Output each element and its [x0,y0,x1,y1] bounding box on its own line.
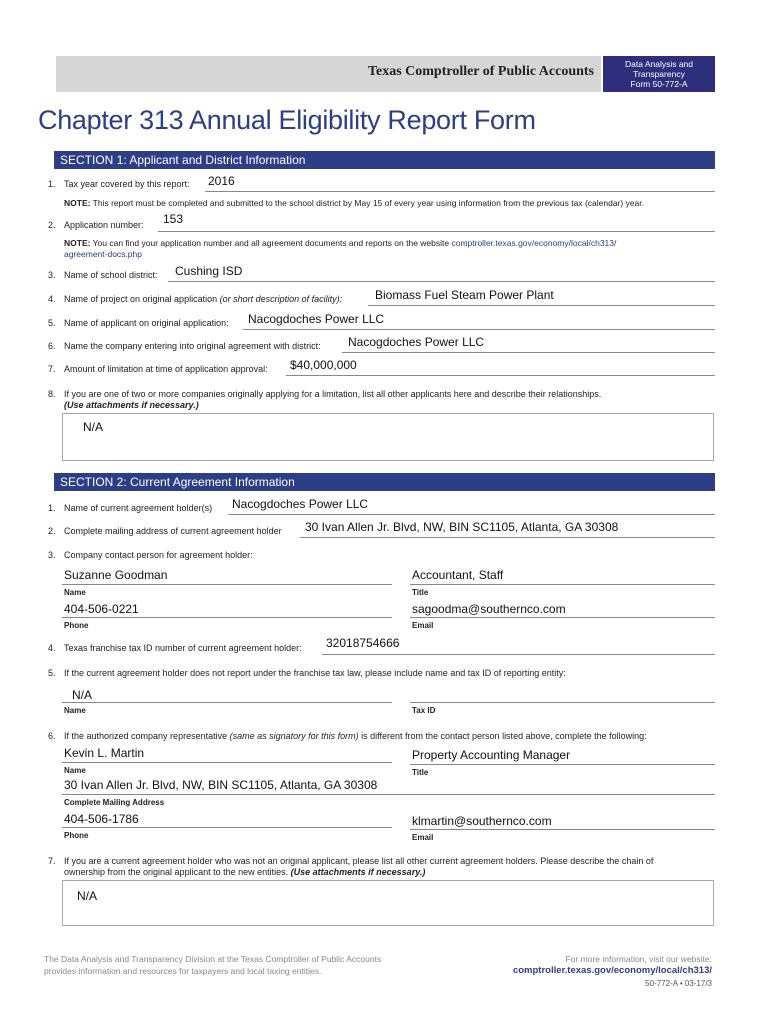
reporting-entity-taxid-label: Tax ID [412,706,436,715]
s2-q6-num: 6. [48,731,56,741]
rep-address-label: Complete Mailing Address [64,798,165,807]
ownership-chain-textarea[interactable] [62,880,714,926]
reporting-entity-name-line [62,702,392,703]
s1-q1-num: 1. [48,179,56,189]
s2-q7-label-cont: ownership from the original applicant to the new entities. (Use attachments if necessary.) [64,867,426,877]
rep-email-line [410,829,715,830]
reporting-entity-taxid-field[interactable] [410,702,715,703]
rep-address-line [62,794,715,795]
contact-phone-field[interactable]: 404-506-0221 [64,602,139,616]
agency-name: Texas Comptroller of Public Accounts [367,64,594,79]
agreement-docs-link[interactable]: comptroller.texas.gov/economy/local/ch313/ [451,238,617,248]
s1-note1: NOTE: This report must be completed and submitted to the school district by May 15 of every year using information from the previous tax (calendar) year. [64,198,645,208]
rep-title-field[interactable]: Property Accounting Manager [412,748,571,762]
contact-email-label: Email [412,621,434,630]
s2-q3-label: Company contact person for agreement holder: [64,550,253,560]
ownership-chain-value: N/A [77,889,98,903]
rep-email-field[interactable]: klmartin@southernco.com [412,814,552,828]
application-number-field[interactable]: 153 [163,212,184,226]
s2-q1-label: Name of current agreement holder(s) [64,503,213,513]
s1-q7-line [286,375,715,376]
s2-q2-label: Complete mailing address of current agreement holder [64,526,282,536]
s2-q7-label: If you are a current agreement holder who was not an original applicant, please list all other current agreement holders. Please describe the chain of [64,856,654,866]
s1-q7-label: Amount of limitation at time of application approval: [64,364,268,374]
s1-q5-num: 5. [48,318,56,328]
s1-q3-label: Name of school district: [64,270,158,280]
s1-q6-line [342,352,715,353]
rep-email-label: Email [412,833,434,842]
s1-q1-line [205,191,715,192]
mailing-address-field[interactable]: 30 Ivan Allen Jr. Blvd, NW, BIN SC1105, Atlanta, GA 30308 [305,520,619,534]
s1-q3-line [168,281,715,282]
limitation-amount-field[interactable]: $40,000,000 [290,358,357,372]
s1-note2: NOTE: You can find your application number and all agreement documents and reports on the website comptroller.texas.gov/economy/local/ch313/ [64,238,617,248]
s1-q8-label: If you are one of two or more companies originally applying for a limitation, list all other applicants here and describe their relationships. [64,389,602,399]
division-line-2: Transparency [633,69,685,79]
project-name-field[interactable]: Biomass Fuel Steam Power Plant [375,288,554,302]
original-agreement-company-field[interactable]: Nacogdoches Power LLC [348,335,485,349]
section2-heading: SECTION 2: Current Agreement Information [54,473,715,491]
s1-q2-num: 2. [48,220,56,230]
s1-q2-line [158,231,715,232]
s2-q3-num: 3. [48,550,56,560]
contact-name-label: Name [64,588,86,597]
rep-name-label: Name [64,766,86,775]
s2-q6-label: If the authorized company representative (same as signatory for this form) is different from the contact person listed above, complete the following: [64,731,647,741]
s1-q4-line [368,305,715,306]
s2-q1-num: 1. [48,503,56,513]
rep-title-label: Title [412,768,429,777]
contact-title-label: Title [412,588,429,597]
agreement-holder-field[interactable]: Nacogdoches Power LLC [232,497,369,511]
s2-q4-label: Texas franchise tax ID number of current agreement holder: [64,643,302,653]
rep-address-field[interactable]: 30 Ivan Allen Jr. Blvd, NW, BIN SC1105, Atlanta, GA 30308 [64,778,378,792]
footer-left-line1: The Data Analysis and Transparency Division at the Texas Comptroller of Public Accounts [44,954,382,964]
s1-q1-label: Tax year covered by this report: [64,179,190,189]
rep-name-field[interactable]: Kevin L. Martin [64,746,145,760]
s1-q8-note: (Use attachments if necessary.) [64,400,199,410]
contact-name-line [62,584,392,585]
contact-phone-label: Phone [64,621,89,630]
form-number: Form 50-772-A [630,79,688,89]
contact-email-line [410,617,715,618]
s1-q8-num: 8. [48,389,56,399]
form-id-box [603,56,715,92]
s2-q4-line [322,654,715,655]
s2-q4-num: 4. [48,643,56,653]
form-revision-code: 50-772-A • 03-17/3 [645,979,712,988]
s2-q5-label: If the current agreement holder does not report under the franchise tax law, please include name and tax ID of reporting entity: [64,668,566,678]
contact-title-field[interactable]: Accountant, Staff [412,568,504,582]
agreement-docs-link-cont[interactable]: agreement-docs.php [64,249,142,259]
s1-q3-num: 3. [48,270,56,280]
footer-left-line2: provides information and resources for taxpayers and local taxing entities. [44,966,322,976]
s1-q7-num: 7. [48,364,56,374]
section1-heading: SECTION 1: Applicant and District Information [54,151,715,169]
franchise-tax-id-field[interactable]: 32018754666 [326,636,400,650]
s1-q5-label: Name of applicant on original application: [64,318,229,328]
contact-phone-line [62,617,392,618]
page-title: Chapter 313 Annual Eligibility Report Form [38,105,536,135]
s1-q4-num: 4. [48,294,56,304]
s1-q4-label: Name of project on original application (or short description of facility): [64,294,343,304]
division-line-1: Data Analysis and [624,59,694,69]
other-applicants-textarea[interactable] [62,413,714,461]
s1-q5-line [243,329,715,330]
contact-email-field[interactable]: sagoodma@southernco.com [412,602,566,616]
reporting-entity-name-label: Name [64,706,86,715]
footer-right-line1: For more information, visit our website: [565,954,712,964]
rep-phone-field[interactable]: 404-506-1786 [64,812,139,826]
s1-q6-num: 6. [48,341,56,351]
s2-q7-num: 7. [48,856,56,866]
s2-q2-num: 2. [48,526,56,536]
rep-phone-line [62,827,392,828]
contact-title-line [410,584,715,585]
school-district-field[interactable]: Cushing ISD [175,264,243,278]
rep-title-line [410,764,715,765]
tax-year-field[interactable]: 2016 [208,174,235,188]
rep-phone-label: Phone [64,831,89,840]
s2-q1-line [228,514,715,515]
footer-website-link[interactable]: comptroller.texas.gov/economy/local/ch313/ [512,965,712,976]
s2-q5-num: 5. [48,668,56,678]
s2-q2-line [300,537,715,538]
other-applicants-value: N/A [83,420,104,434]
reporting-entity-name-field[interactable]: N/A [72,688,93,702]
contact-name-field[interactable]: Suzanne Goodman [64,568,168,582]
s1-q2-label: Application number: [64,220,144,230]
s1-q6-label: Name the company entering into original agreement with district: [64,341,321,351]
applicant-name-field[interactable]: Nacogdoches Power LLC [248,312,385,326]
rep-name-line [62,762,392,763]
